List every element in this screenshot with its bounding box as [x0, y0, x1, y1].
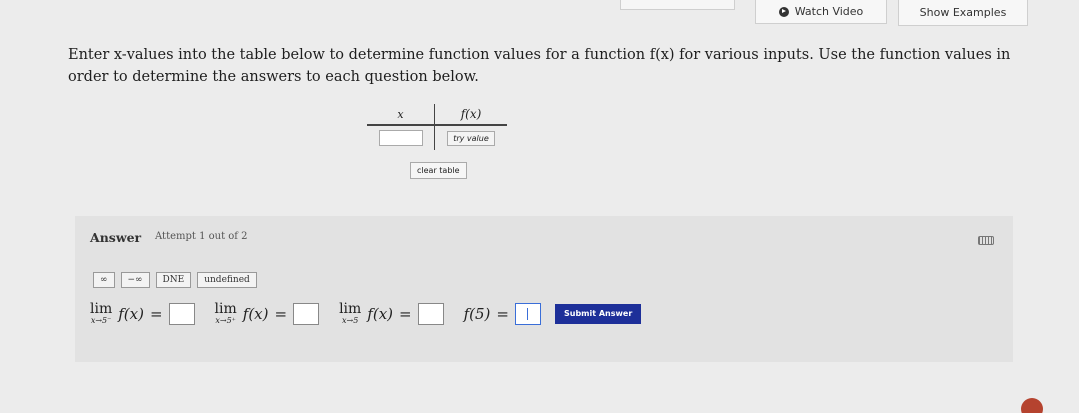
question-prompt: Enter x-values into the table below to determine function values for a function f(x) for various inputs. Use the function values in order to determine the answers to each question below. [68, 47, 1011, 85]
watch-video-button[interactable] [755, 0, 887, 24]
table-header [367, 104, 507, 126]
equals-sign: = [274, 304, 288, 323]
limit-subscript: x→5 [342, 316, 359, 325]
toolbar-button-stub[interactable] [620, 0, 735, 10]
attempt-counter: Attempt 1 out of 2 [155, 231, 248, 242]
f5-expression: f(5) [463, 304, 491, 323]
limit-subscript: x→5⁻ [90, 316, 112, 325]
clear-table-button[interactable]: clear table [410, 162, 467, 179]
f5-input[interactable] [515, 303, 541, 325]
limit-expression: f(x) [118, 304, 144, 323]
column-header-fx: f(x) [460, 107, 482, 121]
x-value-input[interactable] [379, 130, 423, 146]
function-table [367, 104, 507, 150]
infinity-button[interactable]: ∞ [93, 272, 115, 288]
table-row [367, 126, 507, 150]
fx-cell [435, 126, 507, 150]
limit-expression: f(x) [367, 304, 394, 323]
limit-left [90, 302, 112, 325]
limit-expression: f(x) [242, 304, 269, 323]
negative-infinity-button[interactable]: −∞ [121, 272, 150, 288]
dne-button[interactable]: DNE [156, 272, 192, 288]
show-examples-button[interactable]: Show Examples [898, 0, 1028, 26]
limit-word: lim [90, 301, 113, 317]
symbol-palette [93, 272, 257, 288]
limit-two-sided [339, 302, 361, 325]
answer-panel [75, 216, 1013, 362]
watch-video-label: Watch Video [794, 5, 864, 18]
limit-two-sided-input[interactable] [418, 303, 444, 325]
top-bar [0, 0, 1079, 30]
keyboard-icon[interactable] [978, 236, 994, 245]
undefined-button[interactable]: undefined [197, 272, 257, 288]
answer-title: Answer [90, 230, 142, 245]
notification-badge[interactable] [1021, 398, 1043, 413]
equals-sign: = [399, 304, 412, 323]
x-cell [367, 126, 435, 150]
limit-right-input[interactable] [293, 303, 319, 325]
equals-sign: = [149, 304, 163, 323]
limit-word: lim [214, 301, 237, 317]
limit-word: lim [339, 301, 362, 317]
limit-right [215, 302, 237, 325]
try-value-button[interactable]: try value [447, 131, 495, 146]
play-icon [779, 7, 789, 17]
equals-sign: = [496, 304, 509, 323]
answer-equations [90, 302, 641, 325]
limit-left-input[interactable] [169, 303, 195, 325]
submit-answer-button[interactable]: Submit Answer [555, 304, 641, 324]
limit-subscript: x→5⁺ [215, 316, 236, 325]
column-header-x: x [367, 104, 435, 124]
